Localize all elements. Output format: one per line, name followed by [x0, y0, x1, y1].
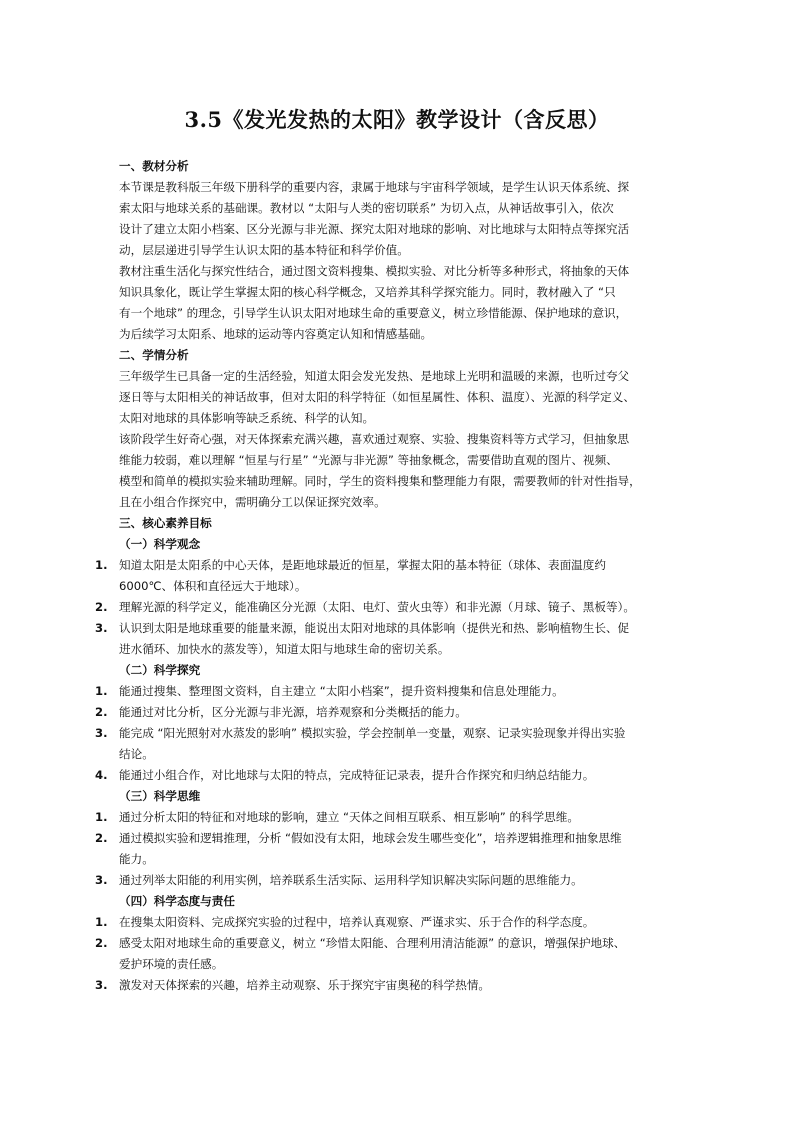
- text-line: 索太阳与地球关系的基础课。教材以 “太阳与人类的密切联系” 为切入点，从神话故事引入，依次: [119, 201, 614, 215]
- document-title: 3.5《发光发热的太阳》教学设计（含反思）: [184, 107, 610, 132]
- list-item: [95, 597, 689, 618]
- text-line: 为后续学习太阳系、地球的运动等内容奠定认知和情感基础。: [119, 327, 433, 341]
- list-item: [95, 618, 689, 660]
- list-item-text: 理解光源的科学定义，能准确区分光源（太阳、电灯、萤火虫等）和非光源（月球、镜子、黑板等）。: [119, 600, 635, 614]
- subsection-heading: （二）科学探究: [119, 663, 201, 677]
- list-item-number: 1.: [95, 915, 108, 929]
- text-line: 且在小组合作探究中，需明确分工以保证探究效率。: [119, 495, 386, 509]
- list-item: [95, 828, 689, 870]
- list-item-text: 爱护环境的责任感。: [119, 957, 224, 971]
- text-line: 有一个地球” 的理念，引导学生认识太阳对地球生命的重要意义，树立珍惜能源、保护地球的意识，: [119, 306, 628, 320]
- list-item-number: 3.: [95, 621, 108, 635]
- list-item-text: 结论。: [119, 747, 154, 761]
- paragraph: [119, 366, 689, 429]
- list-item-number: 3.: [95, 726, 108, 740]
- subsection-heading: （三）科学思维: [119, 789, 201, 803]
- text-line: 逐日等与太阳相关的神话故事，但对太阳的科学特征（如恒星属性、体积、温度）、光源的科学定义、: [119, 390, 635, 404]
- paragraph: [119, 177, 689, 261]
- paragraph: [119, 261, 689, 345]
- list-item-text: 在搜集太阳资料、完成探究实验的过程中，培养认真观察、严谨求实、乐于合作的科学态度。: [119, 915, 595, 929]
- list-item-text: 能力。: [119, 852, 154, 866]
- text-line: 设计了建立太阳小档案、区分光源与非光源、探究太阳对地球的影响、对比地球与太阳特点等探究活: [119, 222, 630, 236]
- list-item: [95, 765, 689, 786]
- subsection-heading: （一）科学观念: [119, 537, 201, 551]
- list-item-text: 6000℃、体积和直径远大于地球）。: [119, 579, 307, 593]
- list-item-text: 能完成 “阳光照射对水蒸发的影响” 模拟实验，学会控制单一变量，观察、记录实验现象并得出实验: [119, 726, 626, 740]
- list-item-number: 2.: [95, 831, 108, 845]
- list-item: [95, 555, 689, 597]
- list-item-text: 通过列举太阳能的利用实例，培养联系生活实际、运用科学知识解决实际问题的思维能力。: [119, 873, 583, 887]
- list-item-text: 激发对天体探索的兴趣，培养主动观察、乐于探究宇宙奥秘的科学热情。: [119, 978, 491, 992]
- text-line: 本节课是教科版三年级下册科学的重要内容，隶属于地球与宇宙科学领域，是学生认识天体系统、探: [119, 180, 630, 194]
- list-item-number: 1.: [95, 810, 108, 824]
- list-item-text: 能通过小组合作，对比地球与太阳的特点，完成特征记录表，提升合作探究和归纳总结能力。: [119, 768, 595, 782]
- text-line: 动，层层递进引导学生认识太阳的基本特征和科学价值。: [119, 243, 409, 257]
- list-item-text: 能通过搜集、整理图文资料，自主建立 “太阳小档案”，提升资料搜集和信息处理能力。: [119, 684, 564, 698]
- list-item: [95, 933, 689, 975]
- list-item-number: 3.: [95, 873, 108, 887]
- list-item: [95, 702, 689, 723]
- text-line: 太阳对地球的具体影响等缺乏系统、科学的认知。: [119, 411, 375, 425]
- list-item-number: 4.: [95, 768, 108, 782]
- list-item: [95, 807, 689, 828]
- text-line: 三年级学生已具备一定的生活经验，知道太阳会发光发热、是地球上光明和温暖的来源，也听过夸父: [119, 369, 630, 383]
- paragraph: [119, 429, 689, 513]
- list-item-number: 1.: [95, 558, 108, 572]
- list-item-text: 能通过对比分析，区分光源与非光源，培养观察和分类概括的能力。: [119, 705, 467, 719]
- section-heading: 三、核心素养目标: [119, 516, 212, 530]
- list-item-number: 2.: [95, 705, 108, 719]
- text-line: 该阶段学生好奇心强，对天体探索充满兴趣，喜欢通过观察、实验、搜集资料等方式学习，但抽象思: [119, 432, 630, 446]
- list-item-number: 3.: [95, 978, 108, 992]
- list-item-text: 感受太阳对地球生命的重要意义，树立 “珍惜太阳能、合理利用清洁能源” 的意识，增强保护地球、: [119, 936, 626, 950]
- section-heading: 二、学情分析: [119, 348, 189, 362]
- document-body: [95, 156, 689, 996]
- list-item-text: 进水循环、加快水的蒸发等），知道太阳与地球生命的密切关系。: [119, 642, 450, 656]
- list-item-text: 通过模拟实验和逻辑推理，分析 “假如没有太阳，地球会发生哪些变化”，培养逻辑推理和抽象思维: [119, 831, 622, 845]
- list-item-text: 认识到太阳是地球重要的能量来源，能说出太阳对地球的具体影响（提供光和热、影响植物生长、促: [119, 621, 630, 635]
- list-item-text: 通过分析太阳的特征和对地球的影响，建立 “天体之间相互联系、相互影响” 的科学思维。: [119, 810, 579, 824]
- text-line: 模型和简单的模拟实验来辅助理解。同时，学生的资料搜集和整理能力有限，需要教师的针对性指导，: [119, 474, 641, 488]
- list-item-number: 1.: [95, 684, 108, 698]
- list-item: [95, 912, 689, 933]
- list-item: [95, 975, 689, 996]
- text-line: 教材注重生活化与探究性结合，通过图文资料搜集、模拟实验、对比分析等多种形式，将抽象的天体: [119, 264, 630, 278]
- list-item-number: 2.: [95, 600, 108, 614]
- text-line: 维能力较弱，难以理解 “恒星与行星” “光源与非光源” 等抽象概念，需要借助直观的图片、视频、: [119, 453, 618, 467]
- list-item: [95, 870, 689, 891]
- list-item-text: 知道太阳是太阳系的中心天体，是距地球最近的恒星，掌握太阳的基本特征（球体、表面温度约: [119, 558, 606, 572]
- list-item: [95, 681, 689, 702]
- subsection-heading: （四）科学态度与责任: [119, 894, 235, 908]
- section-heading: 一、教材分析: [119, 159, 189, 173]
- list-item-number: 2.: [95, 936, 108, 950]
- text-line: 知识具象化，既让学生掌握太阳的核心科学概念，又培养其科学探究能力。同时，教材融入了 “只: [119, 285, 616, 299]
- list-item: [95, 723, 689, 765]
